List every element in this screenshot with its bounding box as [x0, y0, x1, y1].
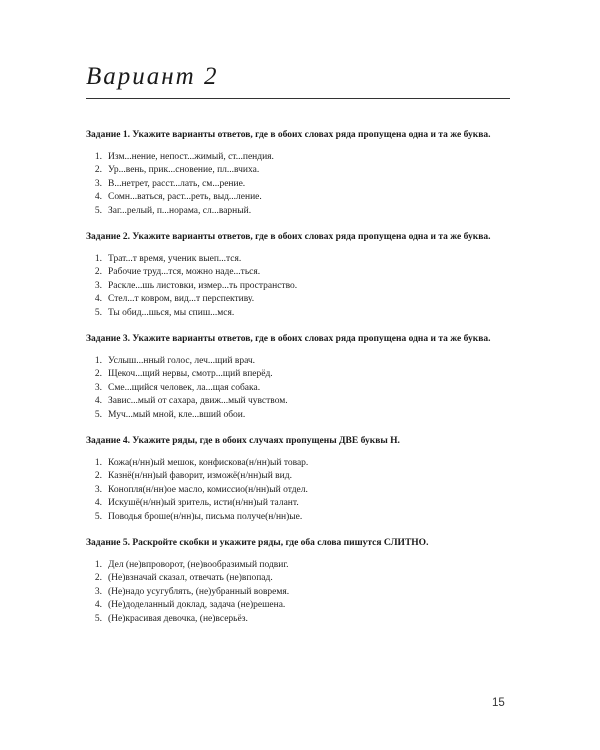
option-text: Поводья броше(н/нн)ы, письма получе(н/нн)ые.	[108, 511, 303, 522]
task-5	[86, 537, 516, 626]
option-text: Сме...щийся человек, ла...щая собака.	[108, 382, 261, 393]
option-text: Услыш...нный голос, леч...щий врач.	[108, 356, 256, 366]
option-number: 4.	[94, 600, 102, 611]
answer-option	[86, 368, 516, 381]
option-text: Конопля(н/нн)ое масло, комиссио(н/нн)ый отдел.	[108, 484, 308, 495]
option-number: 4.	[94, 294, 102, 305]
option-number: 5.	[94, 613, 102, 624]
option-number: 3.	[94, 484, 102, 495]
task-3	[86, 333, 516, 422]
answer-option	[86, 280, 516, 293]
option-text: (Не)надо усугублять, (не)убранный вовремя.	[108, 586, 290, 597]
task-4	[86, 435, 516, 524]
answer-option	[86, 457, 516, 470]
task-heading: Задание 1. Укажите варианты ответов, где в обоих словах ряда пропущена одна и та же буква.	[86, 130, 491, 140]
task-heading: Задание 3. Укажите варианты ответов, где в обоих словах ряда пропущена одна и та же буква.	[86, 334, 491, 344]
option-text: Искушё(н/нн)ый зритель, исти(н/нн)ый талант.	[108, 498, 299, 509]
answer-options	[86, 355, 516, 422]
option-number: 3.	[94, 382, 102, 393]
answer-option	[86, 613, 516, 626]
answer-option	[86, 266, 516, 279]
answer-option	[86, 355, 516, 368]
option-number: 4.	[94, 498, 102, 509]
answer-options	[86, 151, 516, 218]
answer-option	[86, 572, 516, 585]
option-number: 2.	[94, 165, 102, 176]
option-number: 5.	[94, 409, 102, 420]
answer-option	[86, 164, 516, 177]
option-text: Заг...релый, п...норама, сл...варный.	[108, 205, 252, 216]
option-number: 2.	[94, 369, 102, 380]
answer-option	[86, 205, 516, 218]
option-number: 4.	[94, 396, 102, 407]
option-text: В...нетрет, расст...лать, см...рение.	[108, 178, 246, 189]
answer-option	[86, 382, 516, 395]
answer-option	[86, 511, 516, 524]
task-heading: Задание 5. Раскройте скобки и укажите ряды, где оба слова пишутся СЛИТНО.	[86, 538, 429, 548]
answer-option	[86, 586, 516, 599]
option-number: 1.	[94, 560, 102, 570]
option-number: 2.	[94, 573, 102, 584]
task-heading: Задание 2. Укажите варианты ответов, где в обоих словах ряда пропущена одна и та же буква.	[86, 232, 491, 242]
option-number: 1.	[94, 356, 102, 366]
answer-option	[86, 253, 516, 266]
task-1	[86, 129, 516, 218]
task-2	[86, 231, 516, 320]
answer-option	[86, 395, 516, 408]
task-heading: Задание 4. Укажите ряды, где в обоих случаях пропущены ДВЕ буквы Н.	[86, 436, 400, 446]
answer-option	[86, 497, 516, 510]
answer-option	[86, 599, 516, 612]
option-number: 1.	[94, 254, 102, 264]
option-text: Завис...мый от сахара, движ...мый чувством.	[108, 396, 288, 407]
answer-option	[86, 307, 516, 320]
option-text: Ты обид...шься, мы спиш...мся.	[108, 307, 235, 318]
option-text: Ур...вень, прик...сновение, пл...вчиха.	[108, 165, 260, 176]
title-divider	[86, 98, 510, 99]
answer-option	[86, 484, 516, 497]
option-number: 5.	[94, 205, 102, 216]
option-number: 1.	[94, 458, 102, 468]
answer-option	[86, 559, 516, 572]
page-title: Вариант 2	[86, 63, 219, 90]
answer-options	[86, 253, 516, 320]
option-text: Рабочие труд...тся, можно наде...ться.	[108, 267, 261, 278]
answer-option	[86, 178, 516, 191]
option-text: (Не)доделанный доклад, задача (не)решена.	[108, 600, 286, 611]
page-number: 15	[492, 697, 505, 709]
option-number: 2.	[94, 267, 102, 278]
answer-option	[86, 191, 516, 204]
option-text: Кожа(н/нн)ый мешок, конфискова(н/нн)ый товар.	[108, 458, 309, 468]
option-number: 2.	[94, 471, 102, 482]
answer-option	[86, 409, 516, 422]
option-text: Щекоч...щий нервы, смотр...щий вперёд.	[108, 369, 273, 380]
option-text: Дел (не)впроворот, (не)вообразимый подвиг.	[108, 560, 289, 570]
option-text: Муч...мый мной, кле...вший обои.	[108, 409, 246, 420]
option-number: 3.	[94, 586, 102, 597]
answer-options	[86, 559, 516, 626]
option-text: Трат...т время, ученик выеп...тся.	[108, 254, 242, 264]
option-text: Сомн...ваться, раст...реть, выд...ление.	[108, 192, 262, 203]
option-number: 4.	[94, 192, 102, 203]
option-number: 5.	[94, 307, 102, 318]
option-text: Стел...т ковром, вид...т перспективу.	[108, 294, 255, 305]
option-number: 3.	[94, 178, 102, 189]
option-text: Раскле...шь листовки, измер...ть пространство.	[108, 280, 298, 291]
option-text: Казнё(н/нн)ый фаворит, изможё(н/нн)ый вид.	[108, 471, 292, 482]
answer-option	[86, 293, 516, 306]
option-number: 3.	[94, 280, 102, 291]
option-text: (Не)красивая девочка, (не)всерьёз.	[108, 613, 248, 624]
option-number: 5.	[94, 511, 102, 522]
option-text: (Не)взначай сказал, отвечать (не)впопад.	[108, 573, 273, 584]
answer-option	[86, 151, 516, 164]
answer-option	[86, 470, 516, 483]
option-number: 1.	[94, 152, 102, 162]
answer-options	[86, 457, 516, 524]
option-text: Изм...нение, непост...жимый, ст...пендия.	[108, 152, 274, 162]
